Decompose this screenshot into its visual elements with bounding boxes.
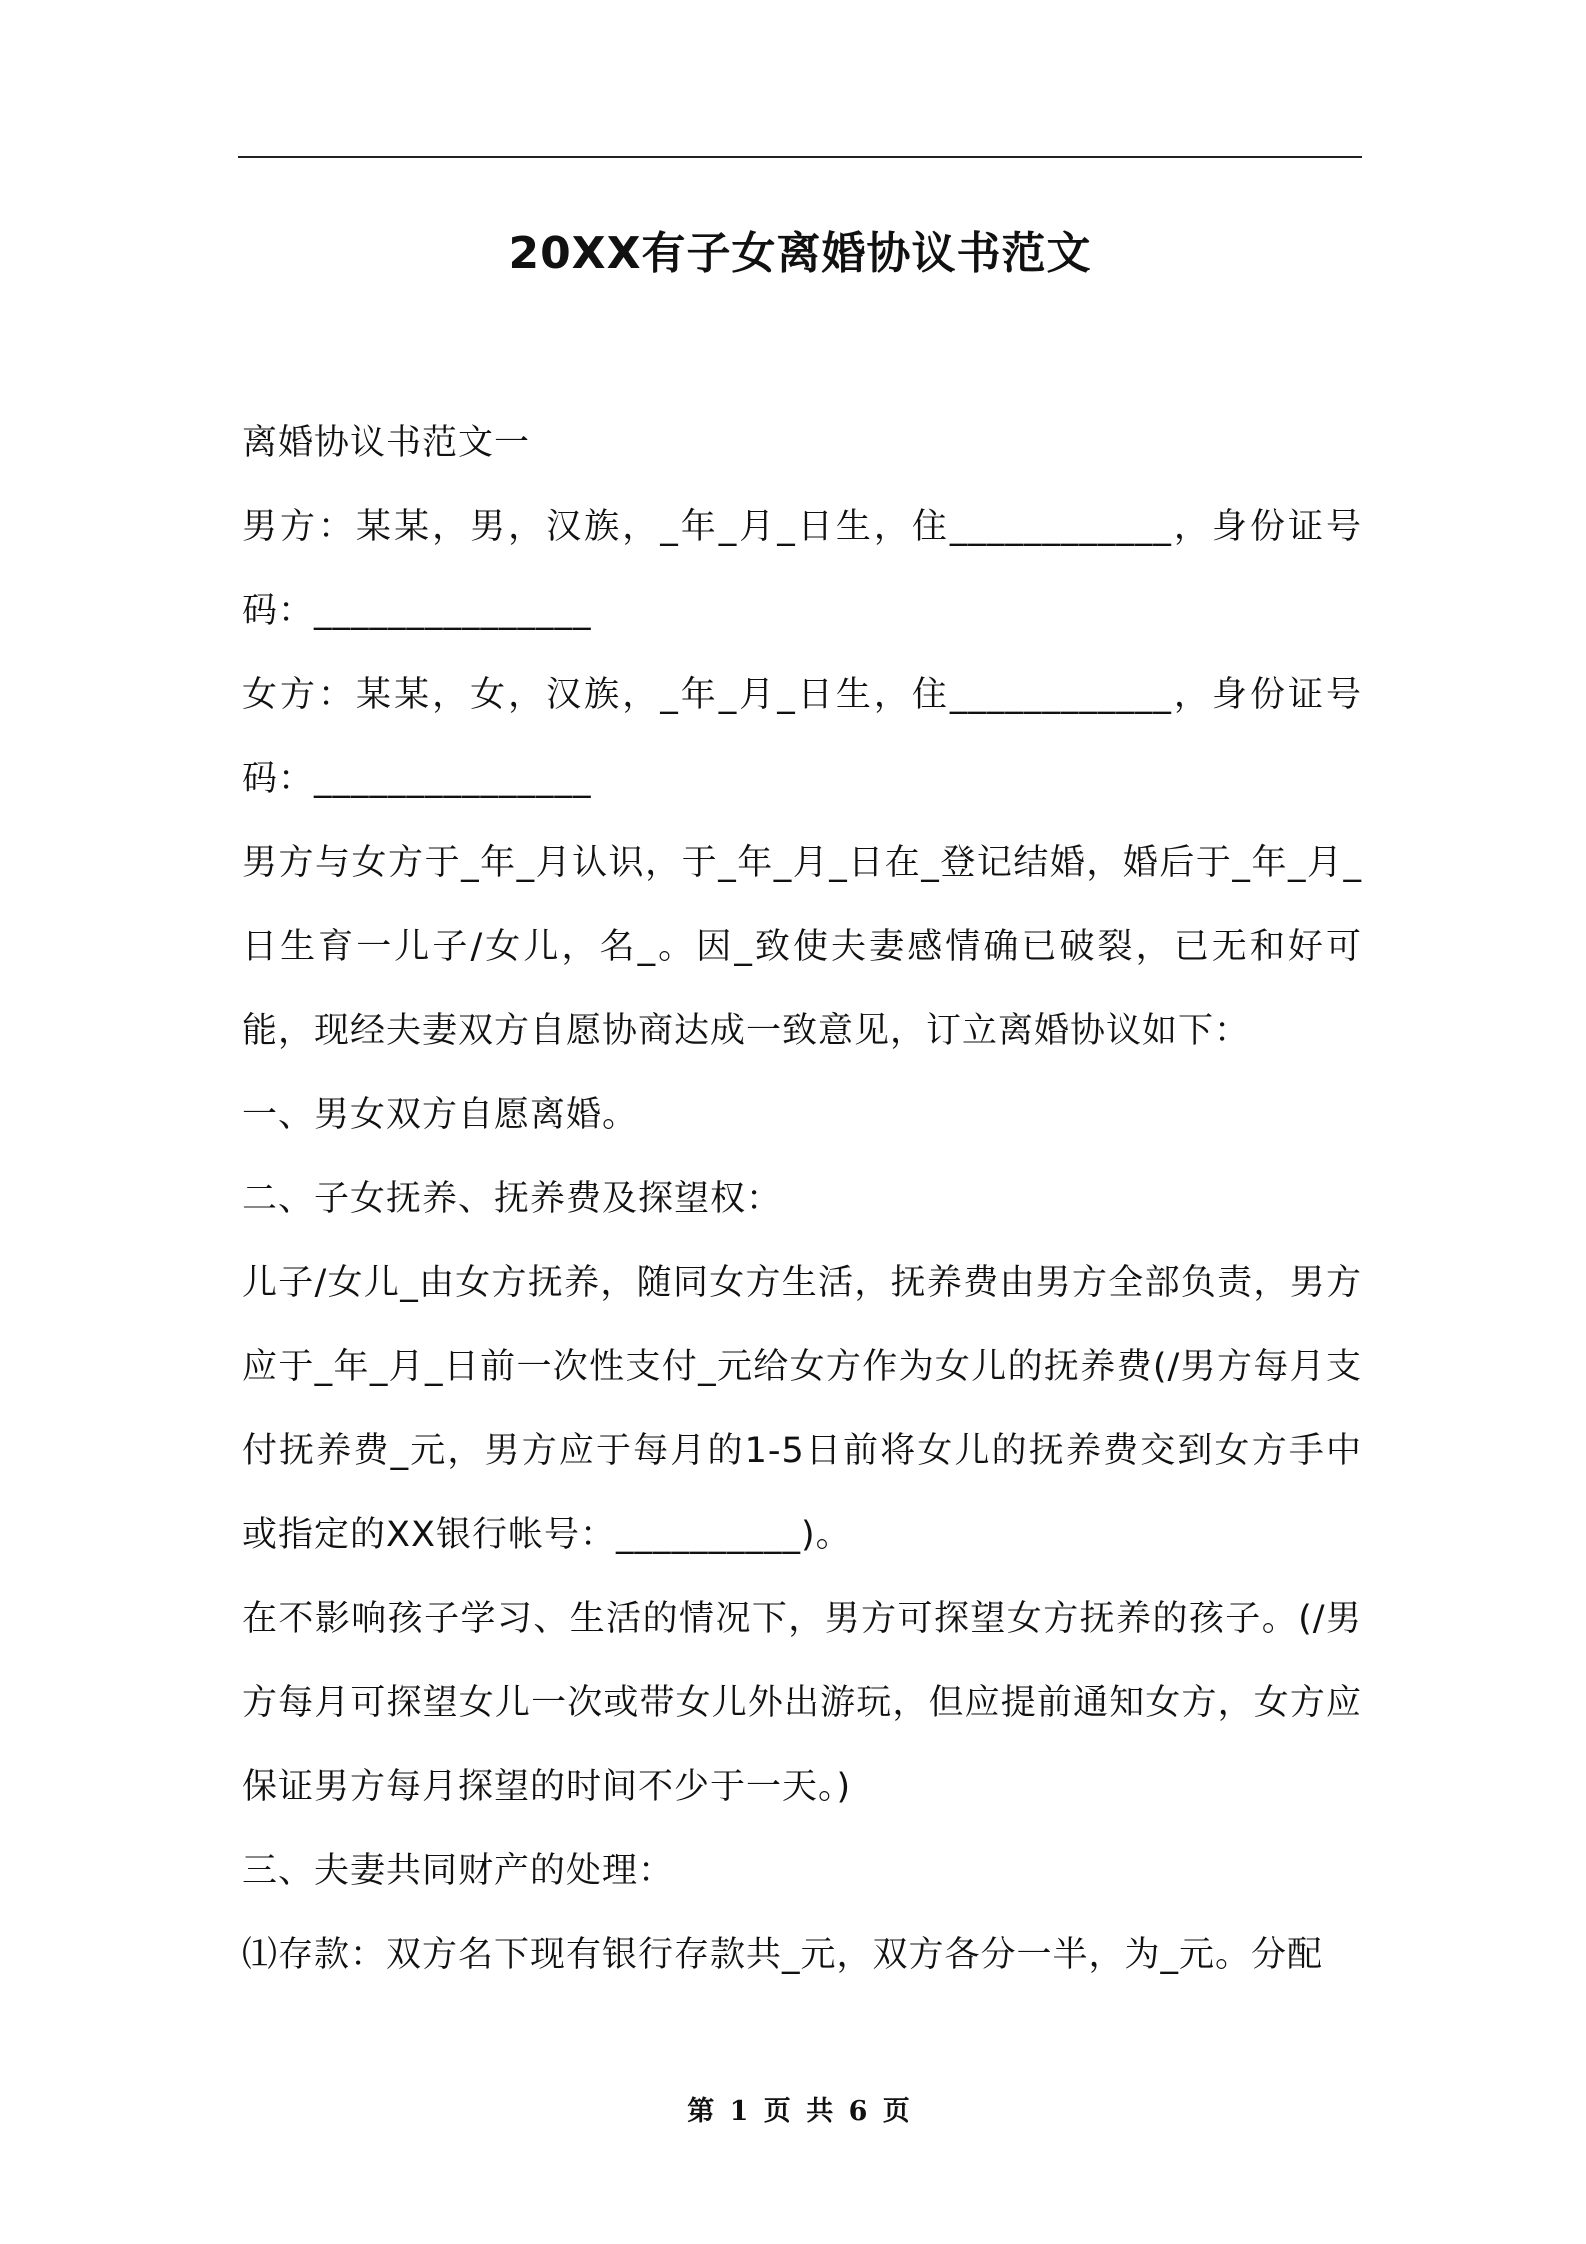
paragraph-male-party: 男方：某某，男，汉族，_年_月_日生，住____________，身份证号码：_______________: [242, 507, 1362, 631]
paragraph-visitation: 在不影响孩子学习、生活的情况下，男方可探望女方抚养的孩子。(/男方每月可探望女儿一次或带女儿外出游玩，但应提前通知女方，女方应保证男方每月探望的时间不少于一天。): [242, 1599, 1362, 1807]
clause-heading-1: 一、男女双方自愿离婚。: [242, 1095, 639, 1135]
header-rule: [238, 156, 1362, 158]
clause-heading-3: 三、夫妻共同财产的处理：: [242, 1851, 675, 1891]
paragraph-marriage-background: 男方与女方于_年_月认识，于_年_月_日在_登记结婚，婚后于_年_月_日生育一儿子/女儿，名_。因_致使夫妻感情确已破裂，已无和好可能，现经夫妻双方自愿协商达成一致意见，订立离婚协议如下：: [242, 843, 1362, 1051]
document-title: 20XX有子女离婚协议书范文: [508, 228, 1092, 279]
paragraph-female-party: 女方：某某，女，汉族，_年_月_日生，住____________，身份证号码：_______________: [242, 675, 1362, 799]
document-body: [242, 401, 1362, 1997]
page-number: 第 1 页 共 6 页: [687, 2096, 913, 2127]
paragraph-child-support: 儿子/女儿_由女方抚养，随同女方生活，抚养费由男方全部负责，男方应于_年_月_日前一次性支付_元给女方作为女儿的抚养费(/男方每月支付抚养费_元，男方应于每月的1-5日前将女儿的抚养费交到女方手中或指定的XX银行帐号：__________)。: [242, 1263, 1362, 1555]
clause-heading-2: 二、子女抚养、抚养费及探望权：: [242, 1179, 783, 1219]
section-heading: 离婚协议书范文一: [242, 423, 531, 463]
paragraph-savings: ⑴存款：双方名下现有银行存款共_元，双方各分一半，为_元。分配: [242, 1935, 1324, 1975]
